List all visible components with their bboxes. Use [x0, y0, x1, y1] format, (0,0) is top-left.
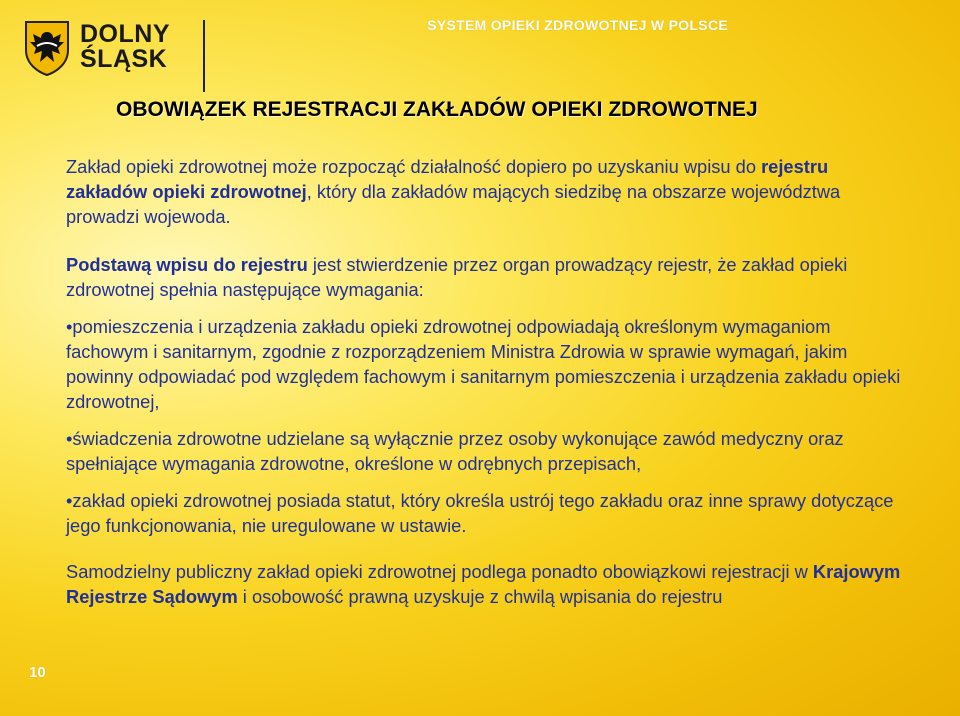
- spzoz-text-2: i osobowość prawną uzyskuje z chwilą wpisania do rejestru: [237, 586, 723, 607]
- logo-line2: ŚLĄSK: [80, 45, 168, 73]
- intro-text-1: Zakład opieki zdrowotnej może rozpocząć działalność dopiero po uzyskaniu wpisu do: [66, 156, 762, 177]
- intro-paragraph: [66, 154, 906, 229]
- spzoz-paragraph: [66, 559, 906, 609]
- requirement-bullet: •zakład opieki zdrowotnej posiada statut, który określa ustrój tego zakładu oraz inne sprawy dotyczące jego funkcjonowania, nie uregulowane w ustawie.: [66, 490, 894, 536]
- requirement-bullet: •pomieszczenia i urządzenia zakładu opieki zdrowotnej odpowiadają określonym wymaganiom fachowym i sanitarnym, zgodnie z rozporządzeniem Ministra Zdrowia w sprawie wymagań, jakim powinny odpowiadać pod względem fachowym i sanitarnym pomieszczenia i urządzenia zakładu opieki zdrowotnej,: [66, 316, 901, 412]
- intro-text-2: , który dla zakładów mających siedzibę na obszarze województwa prowadzi wojewoda.: [66, 181, 841, 227]
- header: [0, 0, 960, 90]
- basis-paragraph: [66, 252, 906, 302]
- slide-heading: OBOWIĄZEK REJESTRACJI ZAKŁADÓW OPIEKI ZDROWOTNEJ: [116, 98, 758, 121]
- slide-content: [66, 154, 906, 609]
- spzoz-text-1: Samodzielny publiczny zakład opieki zdrowotnej podlega ponadto obowiązkowi rejestracji w: [66, 561, 813, 582]
- spzoz-bold: Krajowym Rejestrze Sądowym: [66, 561, 901, 607]
- eagle-crest-icon: [24, 20, 70, 76]
- page-number: 10: [29, 664, 46, 681]
- logo-text: [80, 22, 170, 72]
- logo-divider: [203, 20, 205, 92]
- intro-bold: rejestru zakładów opieki zdrowotnej: [66, 156, 829, 202]
- requirement-bullet: •świadczenia zdrowotne udzielane są wyłącznie przez osoby wykonujące zawód medyczny oraz spełniające wymagania zdrowotne, określone w odrębnych przepisach,: [66, 428, 844, 474]
- system-title: SYSTEM OPIEKI ZDROWOTNEJ W POLSCE: [427, 17, 728, 33]
- basis-bold: Podstawą wpisu do rejestru: [66, 254, 308, 275]
- basis-text: jest stwierdzenie przez organ prowadzący rejestr, że zakład opieki zdrowotnej spełnia następujące wymagania:: [66, 254, 848, 300]
- logo-line1: DOLNY: [80, 20, 170, 48]
